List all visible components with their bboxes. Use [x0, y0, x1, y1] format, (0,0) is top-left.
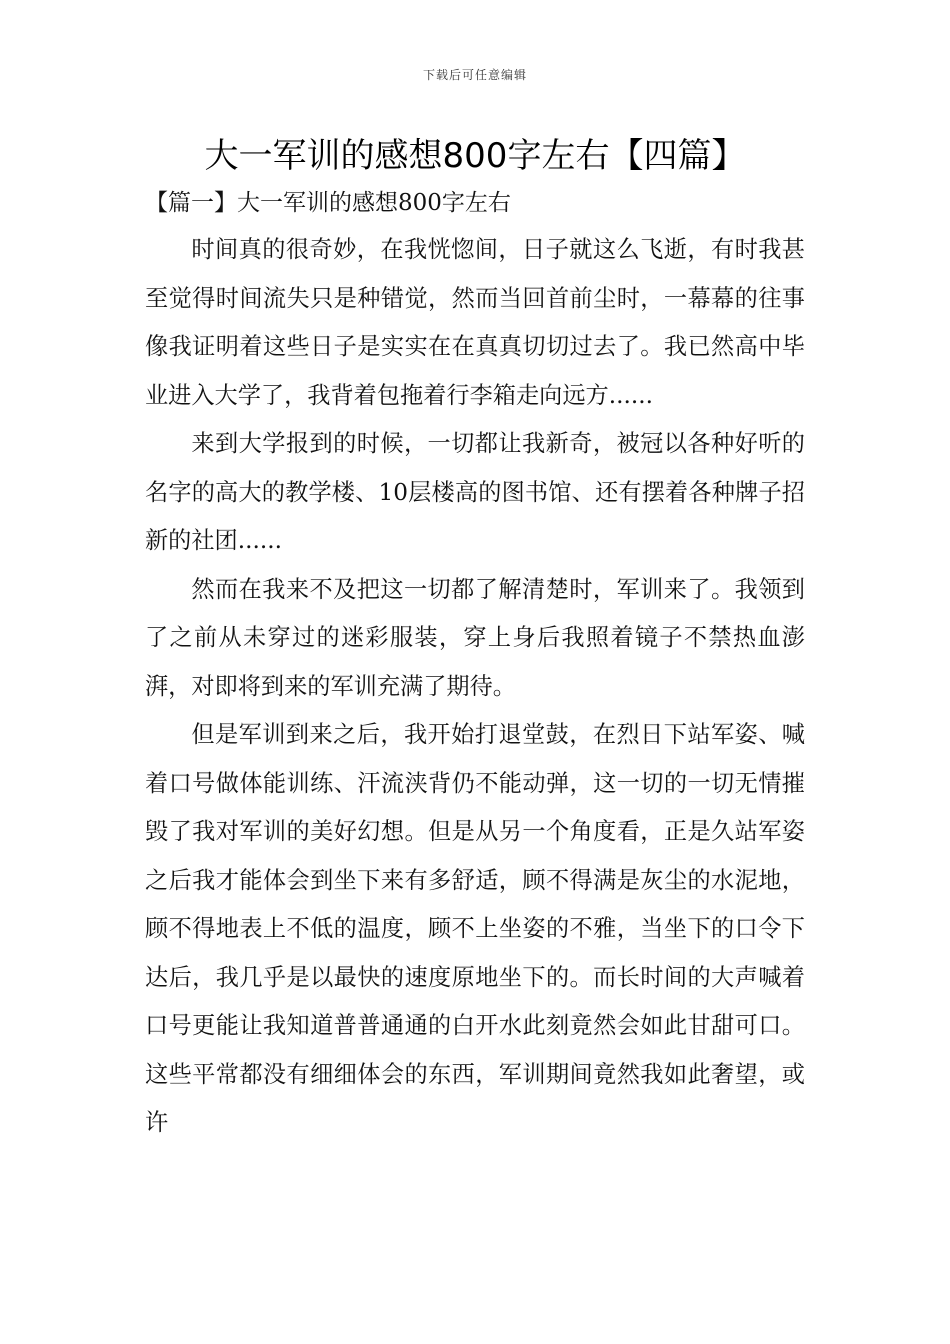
paragraph: 时间真的很奇妙，在我恍惚间，日子就这么飞逝，有时我甚至觉得时间流失只是种错觉，然而当回首前尘时，一幕幕的往事像我证明着这些日子是实实在在真真切切过去了。我已然高中毕业进入大学了，我背着包拖着行李箱走向远方......	[145, 236, 805, 409]
body-text	[145, 226, 805, 1148]
paragraph: 来到大学报到的时候，一切都让我新奇，被冠以各种好听的名字的高大的教学楼、10层楼高的图书馆、还有摆着各种牌子招新的社团......	[145, 430, 805, 554]
header-note: 下载后可任意编辑	[422, 68, 527, 82]
document-title: 大一军训的感想800字左右【四篇】	[204, 136, 746, 176]
paragraph: 但是军训到来之后，我开始打退堂鼓，在烈日下站军姿、喊着口号做体能训练、汗流浃背仍不能动弹，这一切的一切无情摧毁了我对军训的美好幻想。但是从另一个角度看，正是久站军姿之后我才能体会到坐下来有多舒适，顾不得满是灰尘的水泥地，顾不得地表上不低的温度，顾不上坐姿的不雅，当坐下的口令下达后，我几乎是以最快的速度原地坐下的。而长时间的大声喊着口号更能让我知道普普通通的白开水此刻竟然会如此甘甜可口。这些平常都没有细细体会的东西，军训期间竟然我如此奢望，或许	[145, 721, 805, 1136]
paragraph: 然而在我来不及把这一切都了解清楚时，军训来了。我领到了之前从未穿过的迷彩服装，穿上身后我照着镜子不禁热血澎湃，对即将到来的军训充满了期待。	[145, 575, 805, 700]
section-heading: 【篇一】大一军训的感想800字左右	[145, 190, 511, 216]
